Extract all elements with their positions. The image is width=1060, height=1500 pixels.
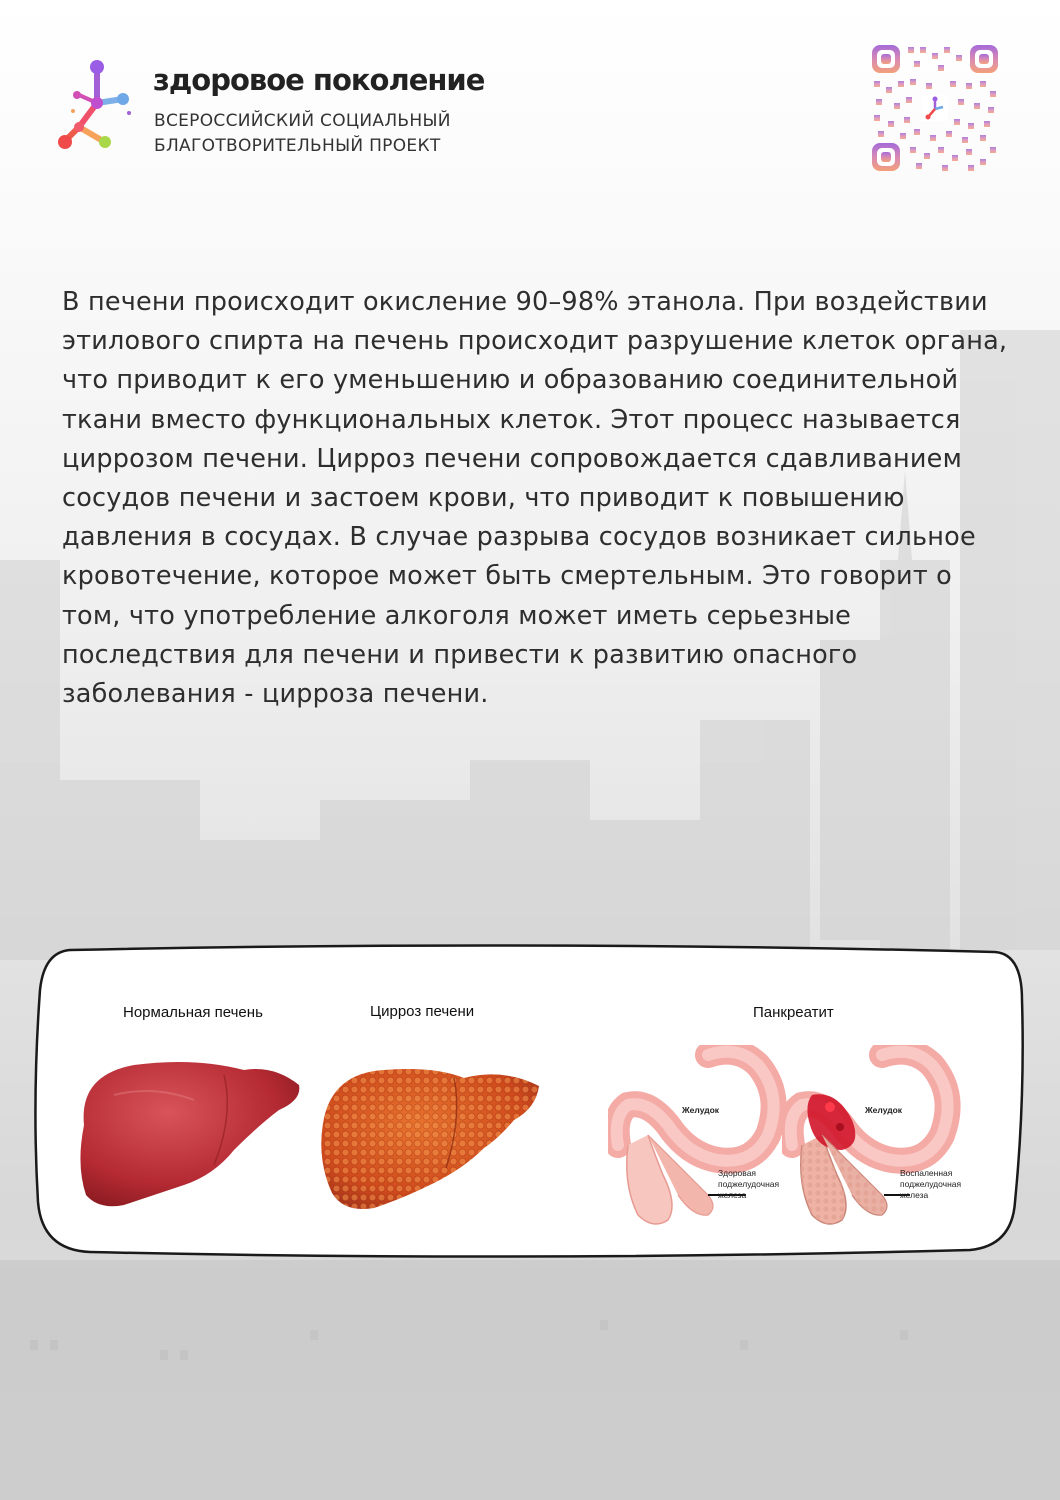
stomach-label-inflamed: Желудок xyxy=(865,1105,903,1115)
molecule-logo-icon xyxy=(55,55,139,155)
brand-title: здоровое поколение xyxy=(153,63,485,97)
cirrhosis-label: Цирроз печени xyxy=(370,1003,475,1020)
brand-subtitle xyxy=(154,109,451,159)
inflamed-pancreas-image xyxy=(782,1045,962,1235)
healthy-pancreas-line3: железа xyxy=(718,1190,747,1200)
inflamed-pancreas-line1: Воспаленная xyxy=(900,1168,953,1178)
healthy-pancreas-line2: поджелудочная xyxy=(718,1179,780,1189)
qr-code-icon[interactable] xyxy=(870,43,1000,173)
header xyxy=(55,55,1015,185)
brand-subtitle-line2: БЛАГОТВОРИТЕЛЬНЫЙ ПРОЕКТ xyxy=(154,136,441,156)
healthy-pancreas-label xyxy=(718,1168,779,1201)
pancreatitis-label: Панкреатит xyxy=(753,1004,834,1021)
brand-subtitle-line1: ВСЕРОССИЙСКИЙ СОЦИАЛЬНЫЙ xyxy=(154,111,451,131)
cirrhosis-liver-image xyxy=(314,1058,544,1218)
normal-liver-image xyxy=(74,1055,304,1215)
inflamed-pancreas-label xyxy=(900,1168,961,1201)
article-text: В печени происходит окисление 90–98% этанола. При воздействии этилового спирта на печень происходит разрушение клеток органа, что приводит к его уменьшению и образованию соединительной ткани вместо функциональных клеток. Этот процесс называется циррозом печени. Цирроз печени сопровождается сдавливанием сосудов печени и застоем крови, что приводит к повышению давления в сосудах. В случае разрыва сосудов возникает сильное кровотечение, которое может быть смертельным. Это говорит о том, что употребление алкоголя может иметь серьезные последствия для печени и привести к развитию опасного заболевания - цирроза печени. xyxy=(62,287,1008,710)
inflamed-pancreas-line2: поджелудочная xyxy=(900,1179,962,1189)
healthy-pancreas-line1: Здоровая xyxy=(718,1168,757,1178)
normal-liver-label: Нормальная печень xyxy=(123,1004,263,1021)
healthy-pancreas-image xyxy=(608,1045,788,1235)
illustration-frame xyxy=(30,940,1030,1260)
stomach-label-healthy: Желудок xyxy=(682,1105,720,1115)
inflamed-pancreas-line3: железа xyxy=(900,1190,929,1200)
